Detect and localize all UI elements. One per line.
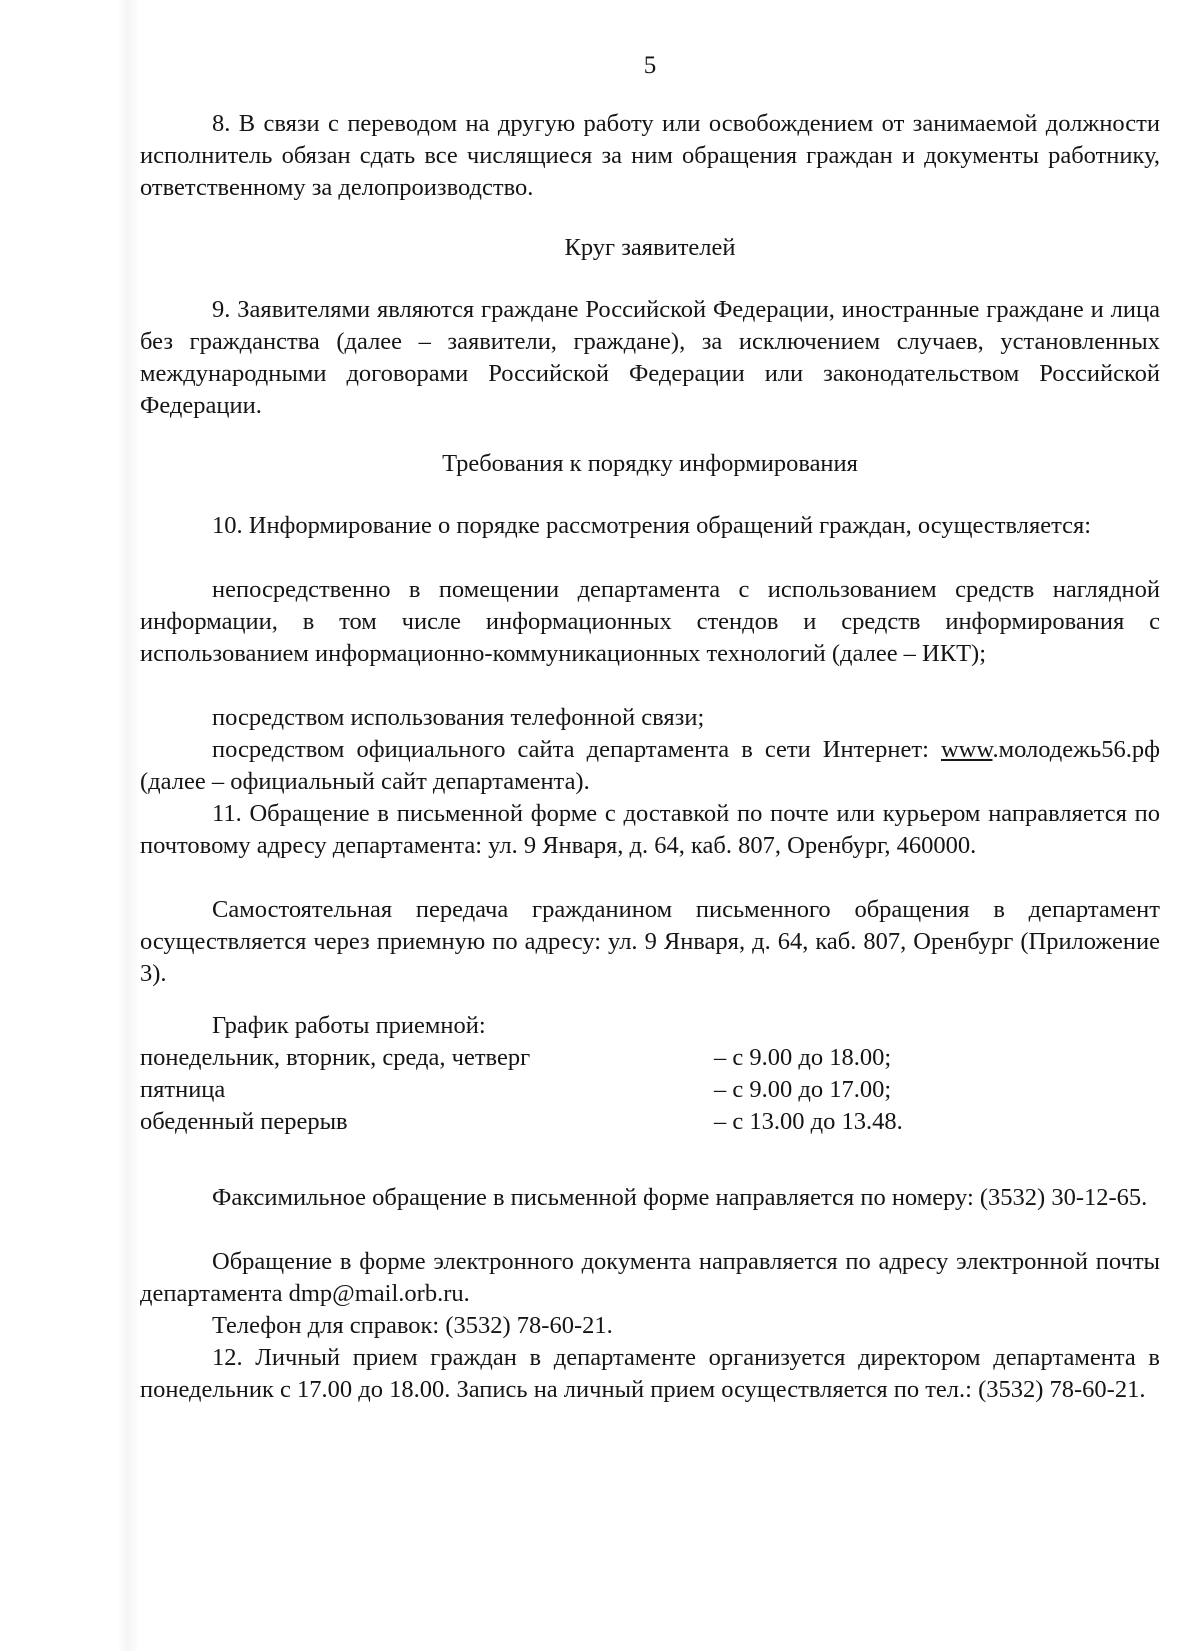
email-paragraph: Обращение в форме электронного документа направляется по адресу электронной почты департамента dmp@mail.orb.ru.	[140, 1248, 1160, 1307]
paragraph-10-item-1: непосредственно в помещении департамента с использованием средств наглядной информации, в том числе информационных стендов и средств информирования с использованием информационно-коммуникационных технологий (далее – ИКТ);	[140, 576, 1160, 667]
fax-paragraph: Факсимильное обращение в письменной форме направляется по номеру: (3532) 30-12-65.	[212, 1184, 1148, 1211]
item-3-text: посредством официального сайта департамента в сети Интернет:	[212, 736, 941, 763]
paragraph-11: 11. Обращение в письменной форме с доставкой по почте или курьером направляется по почтовому адресу департамента: ул. 9 Января, д. 64, каб. 807, Оренбург, 460000.	[140, 800, 1160, 859]
schedule-time: – с 13.00 до 13.48.	[714, 1108, 903, 1135]
phone-paragraph: Телефон для справок: (3532) 78-60-21.	[212, 1312, 613, 1339]
schedule-day: пятница	[140, 1076, 226, 1103]
paragraph-8: 8. В связи с переводом на другую работу или освобождением от занимаемой должности исполнитель обязан сдать все числящиеся за ним обращения граждан и документы работнику, ответственному за делопроизводство.	[140, 110, 1160, 201]
page-number: 5	[643, 52, 657, 79]
heading-requirements: Требования к порядку информирования	[442, 450, 858, 477]
paragraph-10-item-2: посредством использования телефонной связи;	[212, 704, 705, 731]
schedule-time: – с 9.00 до 17.00;	[714, 1076, 892, 1103]
schedule-day: обеденный перерыв	[140, 1108, 348, 1135]
website-link[interactable]: www	[940, 736, 993, 763]
schedule-day: понедельник, вторник, среда, четверг	[140, 1044, 531, 1071]
heading-applicants: Круг заявителей	[564, 234, 736, 261]
scan-edge-shadow	[118, 0, 140, 1651]
schedule-title: График работы приемной:	[212, 1012, 486, 1039]
paragraph-11-self-delivery: Самостоятельная передача гражданином письменного обращения в департамент осуществляется через приемную по адресу: ул. 9 Января, д. 64, каб. 807, Оренбург (Приложение 3).	[140, 896, 1160, 987]
schedule-time: – с 9.00 до 18.00;	[714, 1044, 892, 1071]
paragraph-10-item-3	[140, 734, 1160, 798]
paragraph-9: 9. Заявителями являются граждане Российской Федерации, иностранные граждане и лица без гражданства (далее – заявители, граждане), за исключением случаев, установленных международными договорами Российской Федерации или законодательством Российской Федерации.	[140, 296, 1160, 419]
item-3-text-end: .молодежь56.рф (далее – официальный сайт департамента).	[140, 736, 1160, 795]
paragraph-10-intro: 10. Информирование о порядке рассмотрения обращений граждан, осуществляется:	[212, 512, 1092, 539]
paragraph-12: 12. Личный прием граждан в департаменте организуется директором департамента в понедельник с 17.00 до 18.00. Запись на личный прием осуществляется по тел.: (3532) 78-60-21.	[140, 1344, 1160, 1403]
